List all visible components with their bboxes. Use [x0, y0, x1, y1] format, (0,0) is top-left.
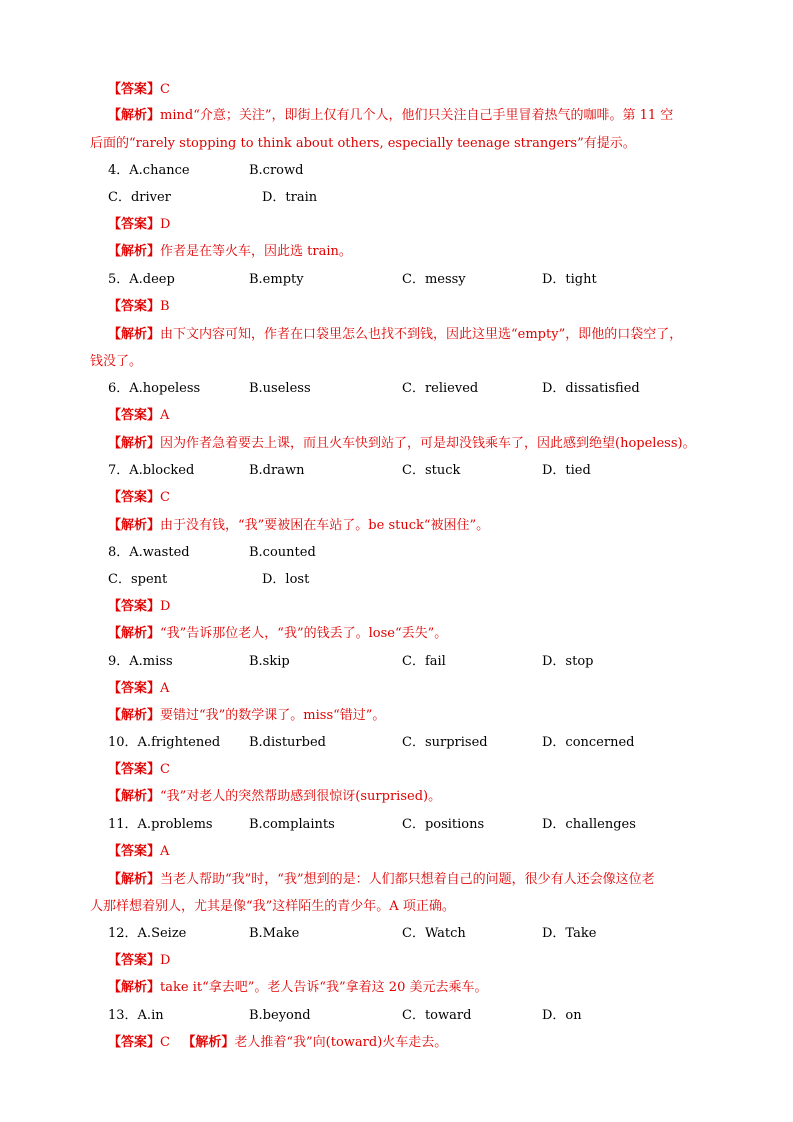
analysis-bracket: 【解析】 — [108, 626, 161, 641]
analysis-continuation: 后面的“rarely stopping to think about others, especially teenage strangers”有提示。 — [90, 136, 636, 151]
analysis-text: 老人推着“我”向(toward)火车走去。 — [234, 1035, 448, 1050]
option-text: 11．A.problems — [108, 817, 213, 832]
analysis-bracket: 【解析】 — [108, 789, 161, 804]
option-text: C．stuck — [402, 463, 461, 478]
answer-bracket: 【答案】 — [108, 490, 161, 505]
option-text: D．concerned — [542, 735, 635, 750]
analysis-line — [108, 625, 447, 643]
answer-text: D — [160, 217, 171, 232]
option-text: B.skip — [249, 654, 290, 669]
analysis-bracket: 【解析】 — [108, 980, 161, 995]
analysis-text: 当老人帮助“我”时，“我”想到的是：人们都只想着自己的问题，很少有人还会像这位老 — [160, 872, 655, 887]
option-text: 6．A.hopeless — [108, 381, 201, 396]
option-text: C．surprised — [402, 735, 488, 750]
option-text: 10．A.frightened — [108, 735, 221, 750]
analysis-continuation: 钱没了。 — [90, 354, 143, 369]
answer-text: D — [160, 953, 171, 968]
answer-line — [108, 680, 169, 698]
answer-line — [108, 407, 169, 425]
answer-bracket: 【答案】 — [108, 844, 161, 859]
answer-text: A — [160, 844, 170, 859]
option-text: 7．A.blocked — [108, 463, 195, 478]
analysis-line — [108, 435, 696, 453]
answer-line — [108, 81, 170, 99]
analysis-text: take it“拿去吧”。老人告诉“我”拿着这 20 美元去乘车。 — [160, 980, 488, 995]
option-text: B.drawn — [249, 463, 305, 478]
analysis-bracket: 【解析】 — [108, 518, 161, 533]
answer-text: A — [160, 408, 170, 423]
answer-line — [108, 952, 170, 970]
option-text: 9．A.miss — [108, 654, 173, 669]
option-text: B.disturbed — [249, 735, 326, 750]
answer-bracket: 【答案】 — [108, 599, 161, 614]
analysis-text: 由于没有钱，“我”要被困在车站了。be stuck“被困住”。 — [160, 518, 490, 533]
answer-bracket: 【答案】 — [108, 82, 161, 97]
answer-line — [108, 298, 170, 316]
option-text: C．Watch — [402, 926, 466, 941]
answer-bracket: 【答案】 — [108, 299, 161, 314]
option-text: D．stop — [542, 654, 594, 669]
answer-line — [108, 489, 170, 507]
option-text: C．relieved — [402, 381, 479, 396]
option-text: B.Make — [249, 926, 300, 941]
option-text: B.complaints — [249, 817, 335, 832]
option-text: C．toward — [402, 1008, 472, 1023]
option-text: D．Take — [542, 926, 597, 941]
option-text: D．on — [542, 1008, 582, 1023]
analysis-line — [108, 517, 489, 535]
analysis-line — [108, 243, 352, 261]
answer-text: C — [160, 490, 170, 505]
answer-line — [108, 843, 169, 861]
analysis-line — [108, 979, 487, 997]
analysis-text: “我”对老人的突然帮助感到很惊讶(surprised)。 — [160, 789, 442, 804]
analysis-bracket: 【解析】 — [108, 327, 161, 342]
answer-line — [108, 216, 170, 234]
answer-bracket: 【答案】 — [108, 408, 161, 423]
answer-text: B — [160, 299, 170, 314]
answer-text: C — [160, 762, 170, 777]
option-text: B.useless — [249, 381, 311, 396]
analysis-continuation: 人那样想着别人，尤其是像“我”这样陌生的青少年。A 项正确。 — [90, 899, 455, 914]
answer-analysis-line — [108, 1034, 447, 1052]
analysis-line — [108, 707, 385, 725]
option-text: B.crowd — [249, 163, 304, 178]
analysis-bracket: 【解析】 — [108, 708, 161, 723]
answer-bracket: 【答案】 — [108, 217, 161, 232]
answer-letter: C — [160, 1035, 170, 1050]
answer-bracket: 【答案】 — [108, 681, 161, 696]
analysis-bracket: 【解析】 — [108, 436, 161, 451]
option-text: 8．A.wasted — [108, 545, 190, 560]
answer-line — [108, 598, 170, 616]
analysis-bracket: 【解析】 — [108, 108, 161, 123]
option-text: B.counted — [249, 545, 316, 560]
option-text: C．spent — [108, 572, 168, 587]
analysis-text: “我”告诉那位老人，“我”的钱丢了。lose“丢失”。 — [160, 626, 448, 641]
answer-bracket: 【答案】 — [108, 1035, 161, 1050]
option-text: B.empty — [249, 272, 304, 287]
analysis-bracket: 【解析】 — [108, 244, 161, 259]
analysis-line — [108, 107, 673, 125]
answer-text: A — [160, 681, 170, 696]
answer-line — [108, 761, 170, 779]
answer-text: D — [160, 599, 171, 614]
analysis-bracket: 【解析】 — [182, 1035, 235, 1050]
option-text: 13．A.in — [108, 1008, 164, 1023]
answer-bracket: 【答案】 — [108, 762, 161, 777]
option-text: C．fail — [402, 654, 446, 669]
option-text: 4．A.chance — [108, 163, 190, 178]
answer-text: C — [160, 82, 170, 97]
option-text: D．lost — [262, 572, 310, 587]
option-text: D．train — [262, 190, 318, 205]
analysis-bracket: 【解析】 — [108, 872, 161, 887]
option-text: C．messy — [402, 272, 466, 287]
analysis-text: 要错过“我”的数学课了。miss“错过”。 — [160, 708, 386, 723]
analysis-line — [108, 871, 655, 889]
option-text: D．dissatisfied — [542, 381, 640, 396]
option-text: D．tight — [542, 272, 597, 287]
option-text: D．challenges — [542, 817, 636, 832]
option-text: 12．A.Seize — [108, 926, 187, 941]
option-text: C．driver — [108, 190, 171, 205]
analysis-line — [108, 788, 441, 806]
analysis-text: 因为作者急着要去上课，而且火车快到站了，可是却没钱乘车了，因此感到绝望(hopeless)。 — [160, 436, 696, 451]
option-text: C．positions — [402, 817, 485, 832]
option-text: 5．A.deep — [108, 272, 175, 287]
analysis-line — [108, 326, 682, 344]
analysis-text: 作者是在等火车，因此选 train。 — [160, 244, 352, 259]
analysis-text: mind“介意；关注”，即街上仅有几个人，他们只关注自己手里冒着热气的咖啡。第 11 空 — [160, 108, 674, 123]
analysis-text: 由下文内容可知，作者在口袋里怎么也找不到钱，因此这里选“empty”，即他的口袋空了， — [160, 327, 683, 342]
option-text: D．tied — [542, 463, 591, 478]
answer-bracket: 【答案】 — [108, 953, 161, 968]
option-text: B.beyond — [249, 1008, 311, 1023]
